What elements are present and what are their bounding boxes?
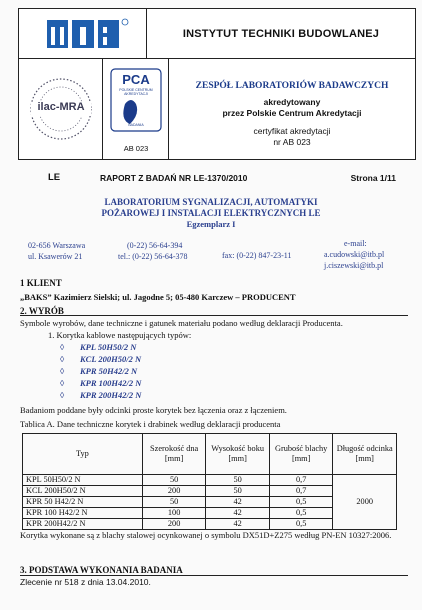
column-header: Typ [23, 434, 143, 475]
table-cell: 0,5 [269, 508, 333, 519]
lab-accreditation-box [168, 58, 416, 160]
technical-data-table [22, 433, 397, 530]
table-cell: 42 [206, 519, 270, 530]
certificate-label: certyfikat akredytacji [253, 126, 331, 136]
section-divider [20, 315, 408, 316]
pca-logo-caption: BADANIA [128, 123, 144, 127]
itb-logo-box [18, 8, 148, 60]
product-type: KPR 100H42/2 N [80, 378, 142, 388]
table-header-row [23, 434, 397, 475]
address-street: ul. Ksawerów 21 [28, 252, 83, 261]
table-row [23, 475, 397, 486]
section-client-heading: 1 KLIENT [20, 278, 62, 288]
column-header: Grubość blachy [mm] [269, 434, 333, 475]
material-note: Korytka wykonane są z blachy stalowej ocynkowanej o symbolu DX51D+Z275 według PN-EN 10327:2006. [20, 530, 392, 540]
header-block [18, 8, 414, 158]
phone-line2: tel.: (0-22) 56-64-378 [118, 252, 188, 261]
ilac-mra-text: ilac-MRA [37, 101, 85, 113]
table-cell: 100 [142, 508, 206, 519]
email-label: e-mail: [344, 239, 367, 248]
phone-line1: (0-22) 56-64-394 [127, 241, 183, 250]
product-list-intro: 1. Korytka kablowe następujących typów: [48, 330, 192, 340]
order-reference: Zlecenie nr 518 z dnia 13.04.2010. [20, 577, 151, 587]
table-cell: 42 [206, 497, 270, 508]
address [28, 240, 85, 262]
certificate-number: nr AB 023 [273, 137, 311, 147]
product-type: KPR 50H42/2 N [80, 366, 138, 376]
ilac-logo-box [18, 58, 104, 160]
report-page-number: Strona 1/11 [350, 173, 396, 183]
table-cell: 50 [206, 486, 270, 497]
table-cell-length: 2000 [333, 475, 397, 530]
accredited-by: przez Polskie Centrum Akredytacji [222, 108, 362, 118]
accredited-label: akredytowany [263, 97, 321, 107]
product-type: KPL 50H50/2 N [80, 342, 137, 352]
table-cell: KPR 200H42/2 N [23, 519, 143, 530]
table-cell: KPR 100 H42/2 N [23, 508, 143, 519]
email-block [324, 238, 384, 271]
product-intro: Symbole wyrobów, dane techniczne i gatunek materiału podano według deklaracji Producenta. [20, 318, 343, 328]
email-link-1[interactable]: a.cudowski@itb.pl [324, 250, 385, 259]
list-item [60, 377, 141, 389]
lab-name: ZESPÓŁ LABORATORIÓW BADAWCZYCH [195, 81, 389, 91]
pca-accreditation-number: AB 023 [123, 144, 149, 153]
table-cell: 0,5 [269, 497, 333, 508]
product-type: KCL 200H50/2 N [80, 354, 142, 364]
table-cell: KPR 50 H42/2 N [23, 497, 143, 508]
email-link-2[interactable]: j.ciszewski@itb.pl [324, 261, 384, 270]
diamond-bullet-icon: ◊ [60, 366, 65, 376]
diamond-bullet-icon: ◊ [60, 354, 65, 364]
table-cell: 50 [142, 497, 206, 508]
tested-note: Badaniom poddane były odcinki proste korytek bez łączenia oraz z łączeniem. [20, 405, 287, 415]
diamond-bullet-icon: ◊ [60, 378, 65, 388]
pca-logo-subtext: POLSKIE CENTRUM AKREDYTACJI [119, 88, 153, 96]
pca-logo-box [102, 58, 170, 160]
institute-title: INSTYTUT TECHNIKI BUDOWLANEJ [182, 28, 380, 40]
client-details: „BAKS” Kazimierz Sielski; ul. Jagodne 5; 05-480 Karczew – PRODUCENT [20, 292, 296, 302]
list-item [60, 389, 141, 401]
report-title: RAPORT Z BADAŃ NR LE-1370/2010 [100, 173, 248, 183]
product-type: KPR 200H42/2 N [80, 390, 142, 400]
pca-logo-text: PCA [122, 72, 150, 87]
itb-logo [19, 9, 147, 59]
section-product-heading: 2. WYRÓB [20, 306, 64, 316]
list-item [60, 365, 141, 377]
address-city: 02-656 Warszawa [28, 241, 86, 250]
product-list [60, 341, 141, 401]
laboratory-name-line1: LABORATORIUM SYGNALIZACJI, AUTOMATYKI [104, 197, 318, 207]
table-cell: KCL 200H50/2 N [23, 486, 143, 497]
table-cell: 0,7 [269, 475, 333, 486]
report-code: LE [48, 172, 61, 183]
table-cell: 0,5 [269, 519, 333, 530]
list-item [60, 341, 141, 353]
table-cell: 42 [206, 508, 270, 519]
section-divider [20, 575, 408, 576]
institute-title-box [146, 8, 416, 60]
table-cell: 0,7 [269, 486, 333, 497]
report-header-line [18, 172, 414, 188]
table-cell: 50 [142, 475, 206, 486]
section-basis-heading: 3. PODSTAWA WYKONANIA BADANIA [20, 565, 183, 575]
list-item [60, 353, 141, 365]
copy-label: Egzemplarz I [186, 219, 236, 229]
table-cell: 50 [206, 475, 270, 486]
column-header: Długość odcinka [mm] [333, 434, 397, 475]
table-cell: 200 [142, 519, 206, 530]
diamond-bullet-icon: ◊ [60, 342, 65, 352]
phone [118, 240, 188, 262]
table-cell: 200 [142, 486, 206, 497]
column-header: Szerokość dna [mm] [142, 434, 206, 475]
laboratory-name-line2: POŻAROWEJ I INSTALACJI ELEKTRYCZNYCH LE [101, 208, 321, 218]
table-cell: KPL 50H50/2 N [23, 475, 143, 486]
column-header: Wysokość boku [mm] [206, 434, 270, 475]
fax: fax: (0-22) 847-23-11 [222, 251, 292, 260]
diamond-bullet-icon: ◊ [60, 390, 65, 400]
table-caption: Tablica A. Dane techniczne korytek i drabinek według deklaracji producenta [20, 419, 281, 429]
